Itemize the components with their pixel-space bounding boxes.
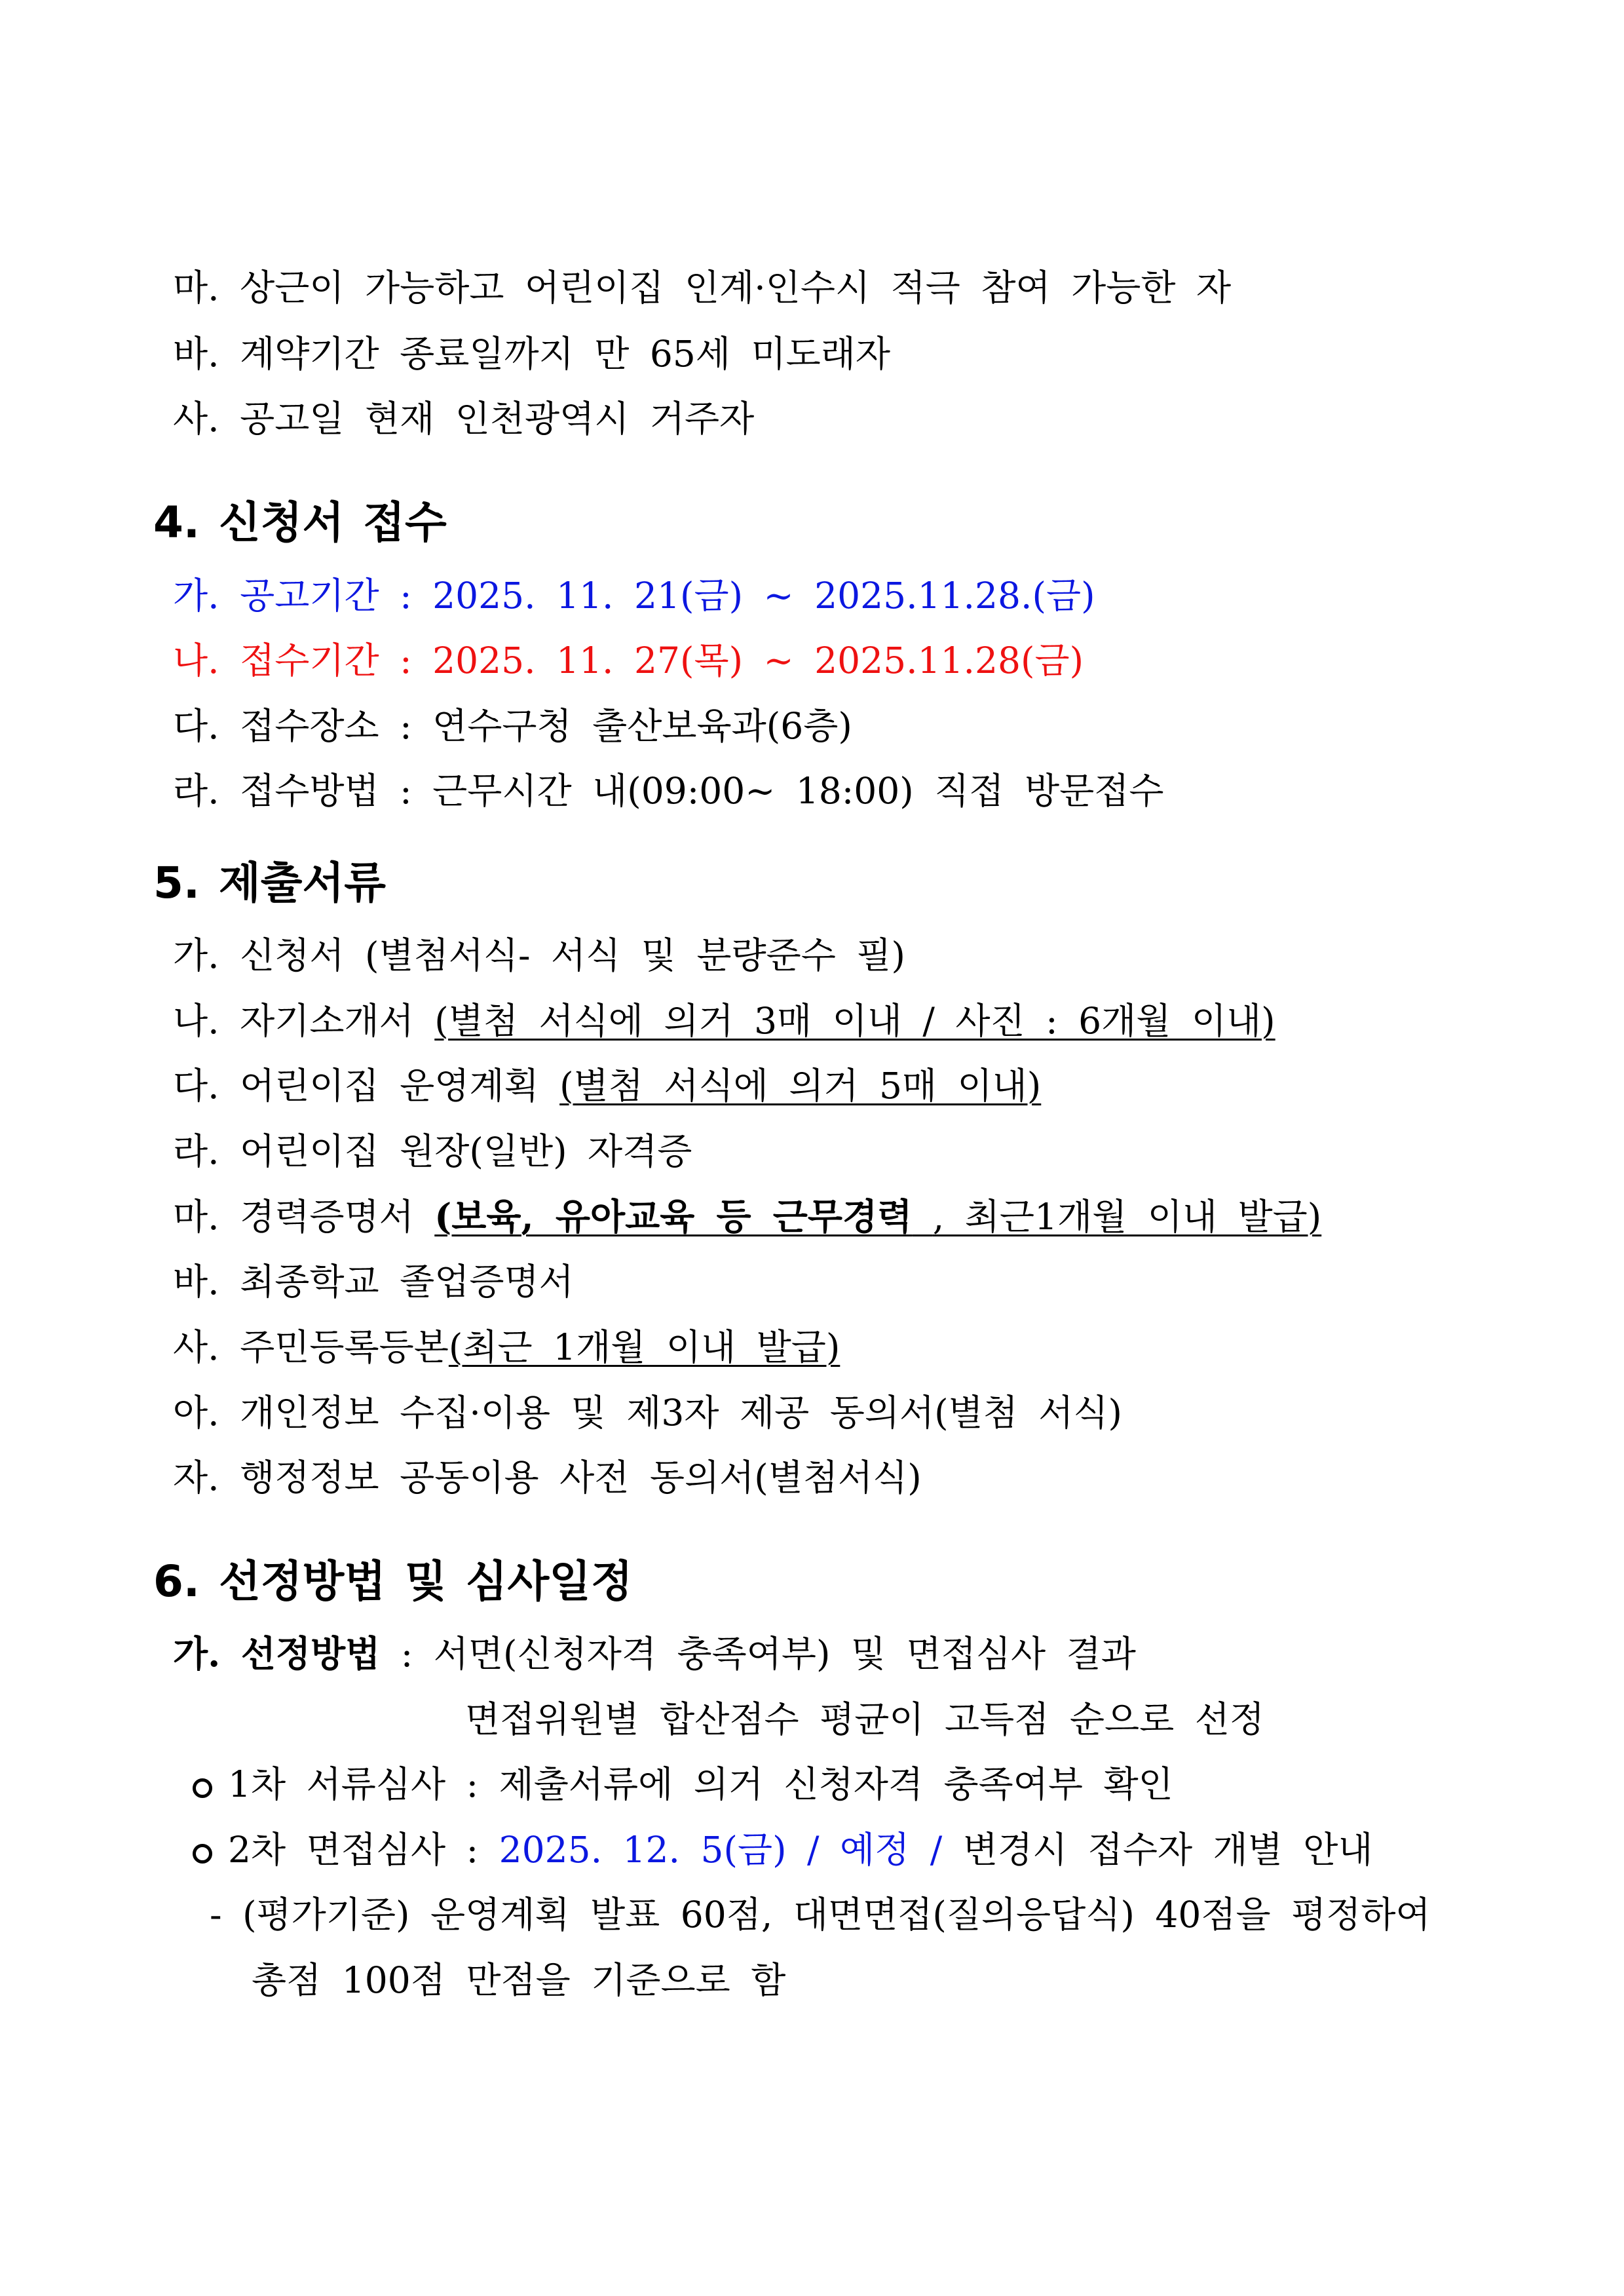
item-text: 접수장소 : 연수구청 출산보육과(6층) — [240, 705, 852, 747]
item-text: 접수방법 : 근무시간 내(09:00~ 18:00) 직접 방문접수 — [240, 770, 1164, 812]
item-text: 주민등록등본 — [240, 1326, 449, 1368]
item-prefix: 사. — [173, 398, 219, 440]
section6-step1 — [193, 1761, 1173, 1807]
circle-bullet-icon — [193, 1844, 212, 1864]
item-prefix: 나. — [173, 1000, 219, 1042]
section4-item-receipt-method — [173, 768, 1164, 814]
method-text: : 서면(신청자격 충족여부) 및 면접심사 결과 — [400, 1633, 1136, 1675]
item-note: , 최근1개월 이내 발급) — [932, 1196, 1322, 1238]
section4-item-receipt-period — [173, 638, 1084, 683]
section6-criteria-continued: 총점 100점 만점을 기준으로 함 — [252, 1959, 786, 2001]
section6-method — [173, 1631, 1136, 1677]
item-text: 상근이 가능하고 어린이집 인계·인수시 적극 참여 가능한 자 — [240, 267, 1232, 309]
item-text: 접수기간 : 2025. 11. 27(목) ~ 2025.11.28(금) — [240, 640, 1084, 681]
item-note: (최근 1개월 이내 발급) — [448, 1326, 840, 1368]
circle-bullet-icon — [193, 1778, 212, 1798]
section3-item-ma — [173, 265, 1231, 311]
step2-date: 2025. 12. 5(금) / 예정 / — [499, 1829, 943, 1871]
section5-item-admin-consent — [173, 1455, 922, 1501]
item-text: 어린이집 운영계획 — [240, 1065, 539, 1107]
section4-item-notice-period — [173, 573, 1095, 619]
item-prefix: 다. — [173, 705, 219, 747]
item-prefix: 마. — [173, 267, 219, 309]
item-prefix: 가. — [173, 575, 219, 617]
section4-heading: 4. 신청서 접수 — [153, 497, 447, 548]
section6-heading: 6. 선정방법 및 심사일정 — [153, 1556, 633, 1607]
item-prefix: 마. — [173, 1196, 219, 1238]
section4-item-receipt-place — [173, 703, 852, 749]
section6-criteria: - (평가기준) 운영계획 발표 60점, 대면면접(질의응답식) 40점을 평정하여 — [210, 1894, 1431, 1936]
item-text: 자기소개서 — [240, 1000, 414, 1042]
item-prefix: 라. — [173, 1130, 219, 1172]
item-note-bold: (보육, 유아교육 등 근무경력 — [434, 1195, 913, 1238]
section6-step2 — [193, 1827, 1373, 1873]
item-prefix: 나. — [173, 640, 219, 681]
item-note: (별첨 서식에 의거 3매 이내 / 사진 : 6개월 이내) — [434, 1000, 1275, 1042]
item-text: 행정정보 공동이용 사전 동의서(별첨서식) — [240, 1457, 922, 1499]
item-prefix: 다. — [173, 1065, 219, 1107]
section5-item-application — [173, 932, 905, 978]
item-text: 공고기간 : 2025. 11. 21(금) ~ 2025.11.28.(금) — [240, 575, 1095, 617]
item-note: (별첨 서식에 의거 5매 이내) — [559, 1065, 1042, 1107]
section5-heading: 5. 제출서류 — [153, 858, 386, 908]
section5-item-license — [173, 1128, 692, 1174]
item-prefix: 가. — [173, 1632, 221, 1675]
section5-item-privacy-consent — [173, 1390, 1122, 1436]
step2-rest: 변경시 접수자 개별 안내 — [962, 1829, 1373, 1871]
item-prefix: 라. — [173, 770, 219, 812]
item-prefix: 가. — [173, 934, 219, 976]
item-text: 경력증명서 — [240, 1196, 414, 1238]
section5-item-operation-plan — [173, 1063, 1041, 1109]
section3-item-sa — [173, 396, 754, 442]
item-text: 공고일 현재 인천광역시 거주자 — [240, 398, 755, 440]
item-prefix: 사. — [173, 1326, 219, 1368]
item-text: 개인정보 수집·이용 및 제3자 제공 동의서(별첨 서식) — [240, 1392, 1122, 1434]
method-label: 선정방법 — [240, 1632, 381, 1675]
item-prefix: 아. — [173, 1392, 219, 1434]
section6-method-continued: 면접위원별 합산점수 평균이 고득점 순으로 선정 — [465, 1698, 1265, 1740]
item-text: 계약기간 종료일까지 만 65세 미도래자 — [240, 333, 890, 375]
section3-item-ba — [173, 331, 890, 377]
item-text: 어린이집 원장(일반) 자격증 — [240, 1130, 692, 1172]
item-prefix: 바. — [173, 333, 219, 375]
item-prefix: 자. — [173, 1457, 219, 1499]
section5-item-graduation — [173, 1259, 574, 1305]
step2-label: 2차 면접심사 : — [228, 1829, 479, 1871]
section5-item-resident-register — [173, 1324, 840, 1370]
step1-text: 1차 서류심사 : 제출서류에 의거 신청자격 충족여부 확인 — [228, 1763, 1173, 1805]
item-text: 최종학교 졸업증명서 — [240, 1261, 574, 1303]
item-prefix: 바. — [173, 1261, 219, 1303]
item-text: 신청서 (별첨서식- 서식 및 분량준수 필) — [240, 934, 905, 976]
section5-item-self-intro — [173, 998, 1275, 1044]
section5-item-career — [173, 1194, 1321, 1240]
